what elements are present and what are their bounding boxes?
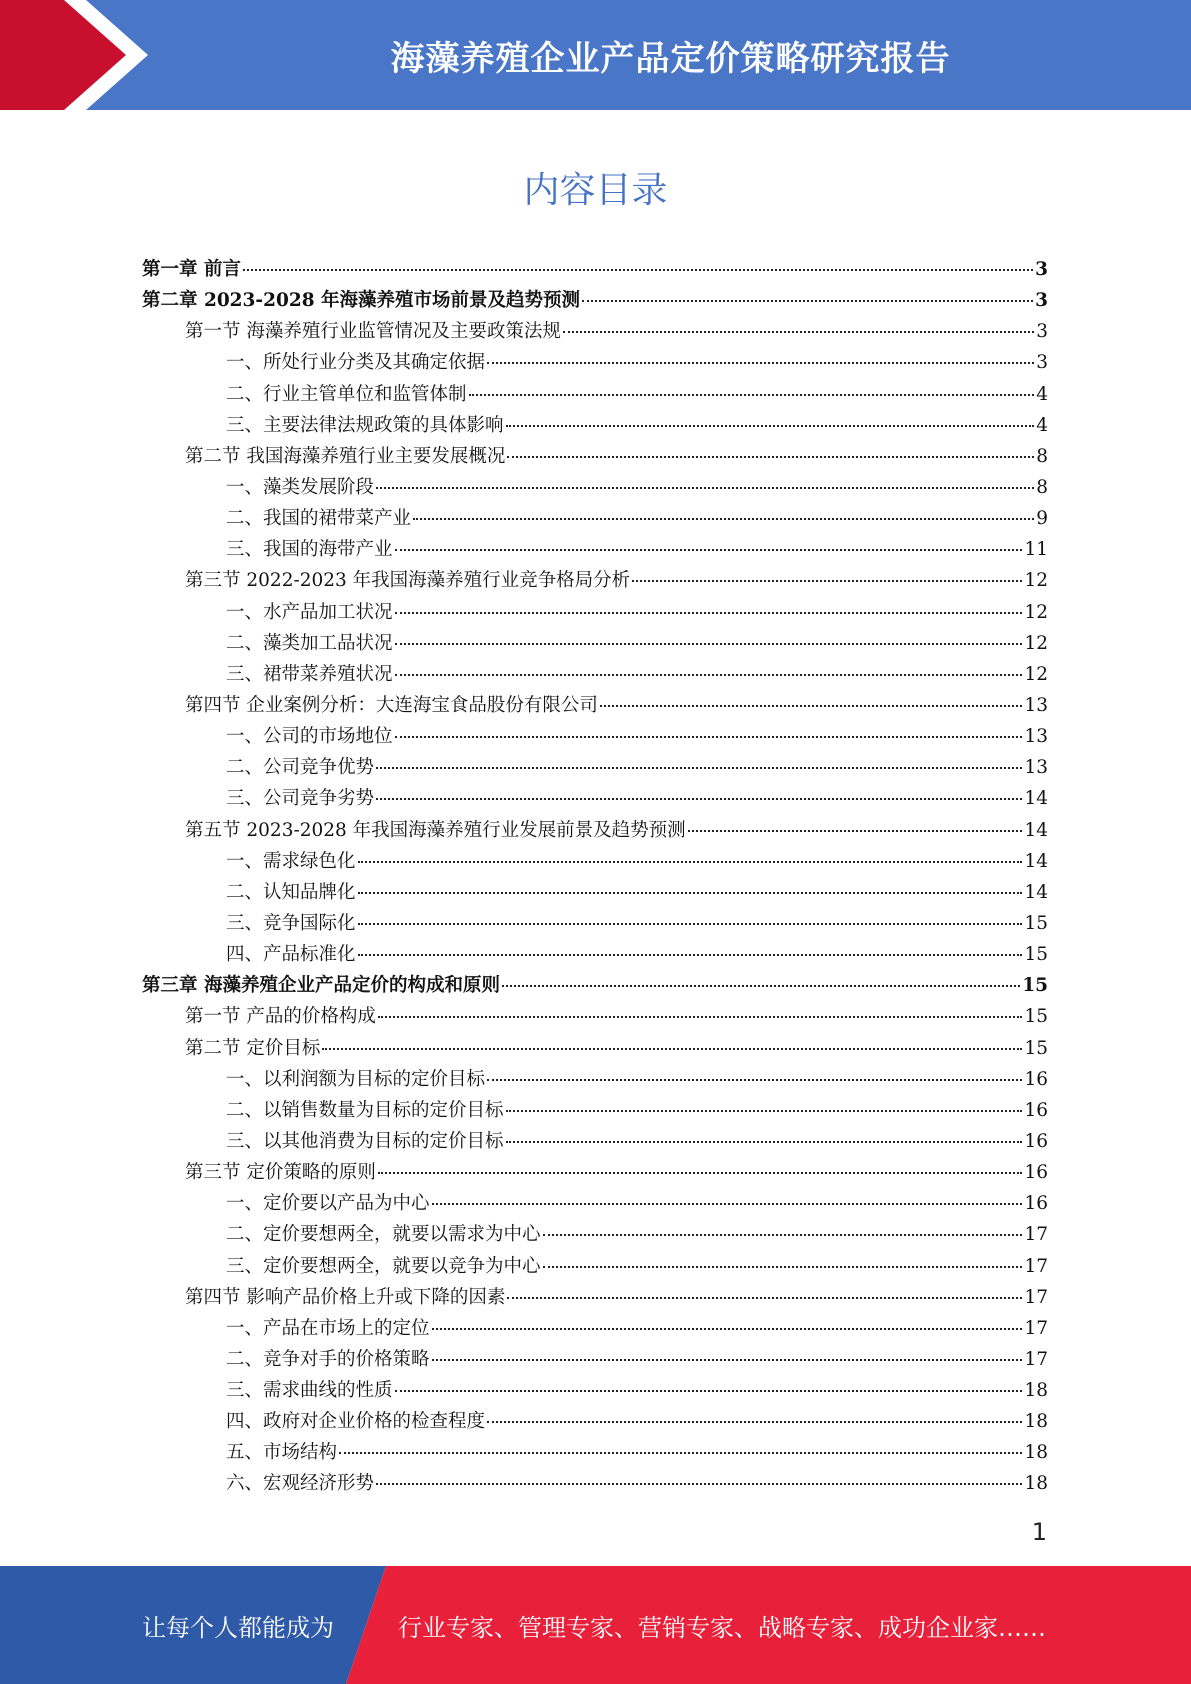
toc-dot-leader [358,892,1023,894]
toc-dot-leader [376,487,1034,489]
toc-entry[interactable] [142,1282,1048,1313]
toc-entry-text: 一、以利润额为目标的定价目标 [226,1068,486,1090]
toc-entry[interactable] [142,1001,1048,1032]
toc-entry[interactable] [142,752,1048,783]
toc-entry-page: 12 [1024,570,1048,592]
toc-entry-text: 四、产品标准化 [226,944,356,966]
toc-dot-leader [432,1328,1023,1330]
toc-entry-page: 4 [1036,383,1048,405]
toc-dot-leader [632,580,1022,582]
toc-entry-text: 第一节 产品的价格构成 [185,1006,376,1028]
toc-dot-leader [395,1390,1023,1392]
toc-entry-text: 第三章 海藻养殖企业产品定价的构成和原则 [142,975,500,997]
toc-entry-page: 3 [1036,352,1048,374]
toc-entry[interactable] [142,815,1048,846]
toc-entry[interactable] [142,1188,1048,1219]
toc-dot-leader [395,674,1023,676]
toc-entry-page: 8 [1036,445,1048,467]
toc-entry[interactable] [142,597,1048,628]
toc-dot-leader [376,767,1022,769]
toc-entry-page: 12 [1024,632,1048,654]
toc-entry[interactable] [142,1406,1048,1437]
toc-entry-text: 三、需求曲线的性质 [226,1380,393,1402]
toc-entry[interactable] [142,690,1048,721]
toc-dot-leader [543,1234,1023,1236]
toc-entry-page: 15 [1024,1006,1048,1028]
toc-entry-text: 二、我国的裙带菜产业 [226,508,412,530]
toc-entry-text: 一、公司的市场地位 [226,726,393,748]
toc-entry[interactable] [142,628,1048,659]
toc-entry-text: 一、定价要以产品为中心 [226,1193,430,1215]
toc-entry-page: 17 [1024,1255,1048,1277]
toc-entry[interactable] [142,939,1048,970]
toc-entry-page: 14 [1024,788,1048,810]
toc-entry[interactable] [142,503,1048,534]
toc-entry-page: 3 [1035,290,1048,312]
toc-dot-leader [582,300,1033,302]
toc-entry-text: 三、定价要想两全，就要以竞争为中心 [226,1255,541,1277]
toc-entry-page: 13 [1024,726,1048,748]
footer-banner [0,1566,1191,1684]
toc-entry[interactable] [142,472,1048,503]
toc-entry[interactable] [142,1313,1048,1344]
page-number: 1 [1031,1518,1047,1546]
toc-entry-page: 3 [1035,259,1048,280]
toc-dot-leader [507,1297,1022,1299]
header-banner [0,0,1191,110]
toc-entry-page: 14 [1024,850,1048,872]
report-title: 海藻养殖企业产品定价策略研究报告 [390,38,951,79]
toc-entry-page: 14 [1024,819,1048,841]
toc-entry-page: 17 [1024,1224,1048,1246]
toc-entry-page: 17 [1024,1317,1048,1339]
toc-entry-text: 一、产品在市场上的定位 [226,1317,430,1339]
toc-entry[interactable] [142,347,1048,378]
toc-entry-text: 三、竞争国际化 [226,912,356,934]
toc-entry-text: 三、主要法律法规政策的具体影响 [226,414,504,436]
toc-entry[interactable] [142,908,1048,939]
toc-entry-text: 第三节 2022-2023 年我国海藻养殖行业竞争格局分析 [185,570,631,592]
toc-entry-page: 11 [1024,539,1048,561]
toc-entry-page: 17 [1024,1286,1048,1308]
table-of-contents [142,254,1048,1500]
toc-entry-page: 16 [1024,1068,1048,1090]
toc-entry-text: 二、以销售数量为目标的定价目标 [226,1099,504,1121]
toc-dot-leader [376,798,1022,800]
toc-entry-page: 4 [1036,414,1048,436]
toc-entry-page: 17 [1024,1348,1048,1370]
toc-entry-page: 16 [1024,1099,1048,1121]
toc-entry-text: 一、水产品加工状况 [226,601,393,623]
toc-entry-page: 8 [1036,476,1048,498]
toc-dot-leader [243,269,1033,271]
toc-entry-page: 15 [1024,912,1048,934]
toc-dot-leader [395,612,1023,614]
toc-dot-leader [339,1452,1022,1454]
toc-entry-page: 18 [1024,1380,1048,1402]
toc-entry[interactable] [142,534,1048,565]
toc-entry[interactable] [142,846,1048,877]
toc-entry-text: 第二节 我国海藻养殖行业主要发展概况 [185,445,506,467]
toc-entry-text: 第二节 定价目标 [185,1037,321,1059]
toc-entry-page: 13 [1024,757,1048,779]
toc-entry-page: 15 [1024,944,1048,966]
toc-entry[interactable] [142,441,1048,472]
toc-entry-text: 第二章 2023-2028 年海藻养殖市场前景及趋势预测 [142,290,581,312]
toc-entry-text: 二、行业主管单位和监管体制 [226,383,467,405]
toc-entry-page: 16 [1024,1130,1048,1152]
toc-entry-text: 第四节 企业案例分析：大连海宝食品股份有限公司 [185,694,598,716]
toc-dot-leader [506,1141,1023,1143]
toc-entry-text: 五、市场结构 [226,1442,338,1464]
toc-entry[interactable] [142,1375,1048,1406]
toc-dot-leader [688,830,1023,832]
toc-entry[interactable] [142,1219,1048,1250]
footer-slogan-right: 行业专家、管理专家、营销专家、战略专家、成功企业家…… [398,1613,1046,1642]
toc-entry-text: 三、以其他消费为目标的定价目标 [226,1130,504,1152]
toc-entry-text: 第四节 影响产品价格上升或下降的因素 [185,1286,506,1308]
toc-entry-text: 第一章 前言 [142,259,241,280]
toc-dot-leader [395,736,1023,738]
toc-entry-text: 第三节 定价策略的原则 [185,1162,376,1184]
toc-entry-text: 二、藻类加工品状况 [226,632,393,654]
toc-entry[interactable] [142,1468,1048,1499]
toc-dot-leader [502,985,1020,987]
toc-entry-text: 六、宏观经济形势 [226,1473,375,1495]
toc-dot-leader [543,1266,1023,1268]
toc-entry-text: 四、政府对企业价格的检查程度 [226,1411,486,1433]
toc-entry-page: 15 [1022,975,1048,997]
toc-entry[interactable] [142,316,1048,347]
toc-entry-page: 16 [1024,1193,1048,1215]
toc-entry[interactable] [142,1095,1048,1126]
toc-entry[interactable] [142,1437,1048,1468]
toc-entry-page: 18 [1024,1442,1048,1464]
toc-dot-leader [432,1359,1023,1361]
toc-entry-page: 16 [1024,1162,1048,1184]
toc-dot-leader [395,643,1023,645]
toc-entry-text: 三、裙带菜养殖状况 [226,663,393,685]
toc-entry[interactable] [142,1033,1048,1064]
toc-dot-leader [600,705,1023,707]
toc-entry-text: 一、藻类发展阶段 [226,476,375,498]
toc-entry[interactable] [142,1126,1048,1157]
toc-entry[interactable] [142,1251,1048,1282]
toc-dot-leader [469,394,1035,396]
toc-dot-leader [358,861,1023,863]
toc-title: 内容目录 [523,170,668,211]
footer-slogan-left: 让每个人都能成为 [142,1613,334,1642]
toc-entry-page: 13 [1024,694,1048,716]
toc-dot-leader [358,923,1023,925]
toc-dot-leader [563,331,1034,333]
toc-dot-leader [487,1421,1022,1423]
toc-dot-leader [413,518,1034,520]
toc-dot-leader [487,362,1034,364]
toc-entry[interactable] [142,877,1048,908]
toc-entry-text: 一、所处行业分类及其确定依据 [226,352,486,374]
toc-entry[interactable] [142,565,1048,596]
toc-entry-text: 一、需求绿色化 [226,850,356,872]
toc-entry[interactable] [142,285,1048,316]
toc-entry-text: 二、公司竞争优势 [226,757,375,779]
toc-entry-text: 二、定价要想两全，就要以需求为中心 [226,1224,541,1246]
toc-dot-leader [358,954,1023,956]
toc-entry[interactable] [142,783,1048,814]
toc-entry[interactable] [142,970,1048,1001]
toc-dot-leader [395,549,1023,551]
toc-entry-page: 3 [1036,321,1048,343]
toc-entry[interactable] [142,379,1048,410]
toc-entry-text: 二、竞争对手的价格策略 [226,1348,430,1370]
toc-entry-text: 第五节 2023-2028 年我国海藻养殖行业发展前景及趋势预测 [185,819,686,841]
toc-entry-text: 第一节 海藻养殖行业监管情况及主要政策法规 [185,321,561,343]
toc-dot-leader [432,1203,1023,1205]
toc-entry[interactable] [142,1064,1048,1095]
toc-dot-leader [507,456,1034,458]
toc-dot-leader [487,1079,1022,1081]
toc-entry-page: 15 [1024,1037,1048,1059]
toc-entry-text: 二、认知品牌化 [226,881,356,903]
toc-dot-leader [322,1048,1022,1050]
toc-entry[interactable] [142,254,1048,285]
toc-dot-leader [376,1483,1022,1485]
toc-entry[interactable] [142,410,1048,441]
toc-entry-text: 三、我国的海带产业 [226,539,393,561]
toc-dot-leader [506,1110,1023,1112]
toc-entry-text: 三、公司竞争劣势 [226,788,375,810]
toc-entry[interactable] [142,659,1048,690]
toc-entry[interactable] [142,1344,1048,1375]
toc-entry-page: 12 [1024,663,1048,685]
toc-entry[interactable] [142,721,1048,752]
toc-dot-leader [378,1016,1023,1018]
toc-entry-page: 14 [1024,881,1048,903]
toc-dot-leader [506,425,1035,427]
toc-entry-page: 18 [1024,1411,1048,1433]
toc-entry-page: 18 [1024,1473,1048,1495]
toc-entry-page: 9 [1036,508,1048,530]
toc-dot-leader [378,1172,1023,1174]
toc-entry-page: 12 [1024,601,1048,623]
toc-entry[interactable] [142,1157,1048,1188]
